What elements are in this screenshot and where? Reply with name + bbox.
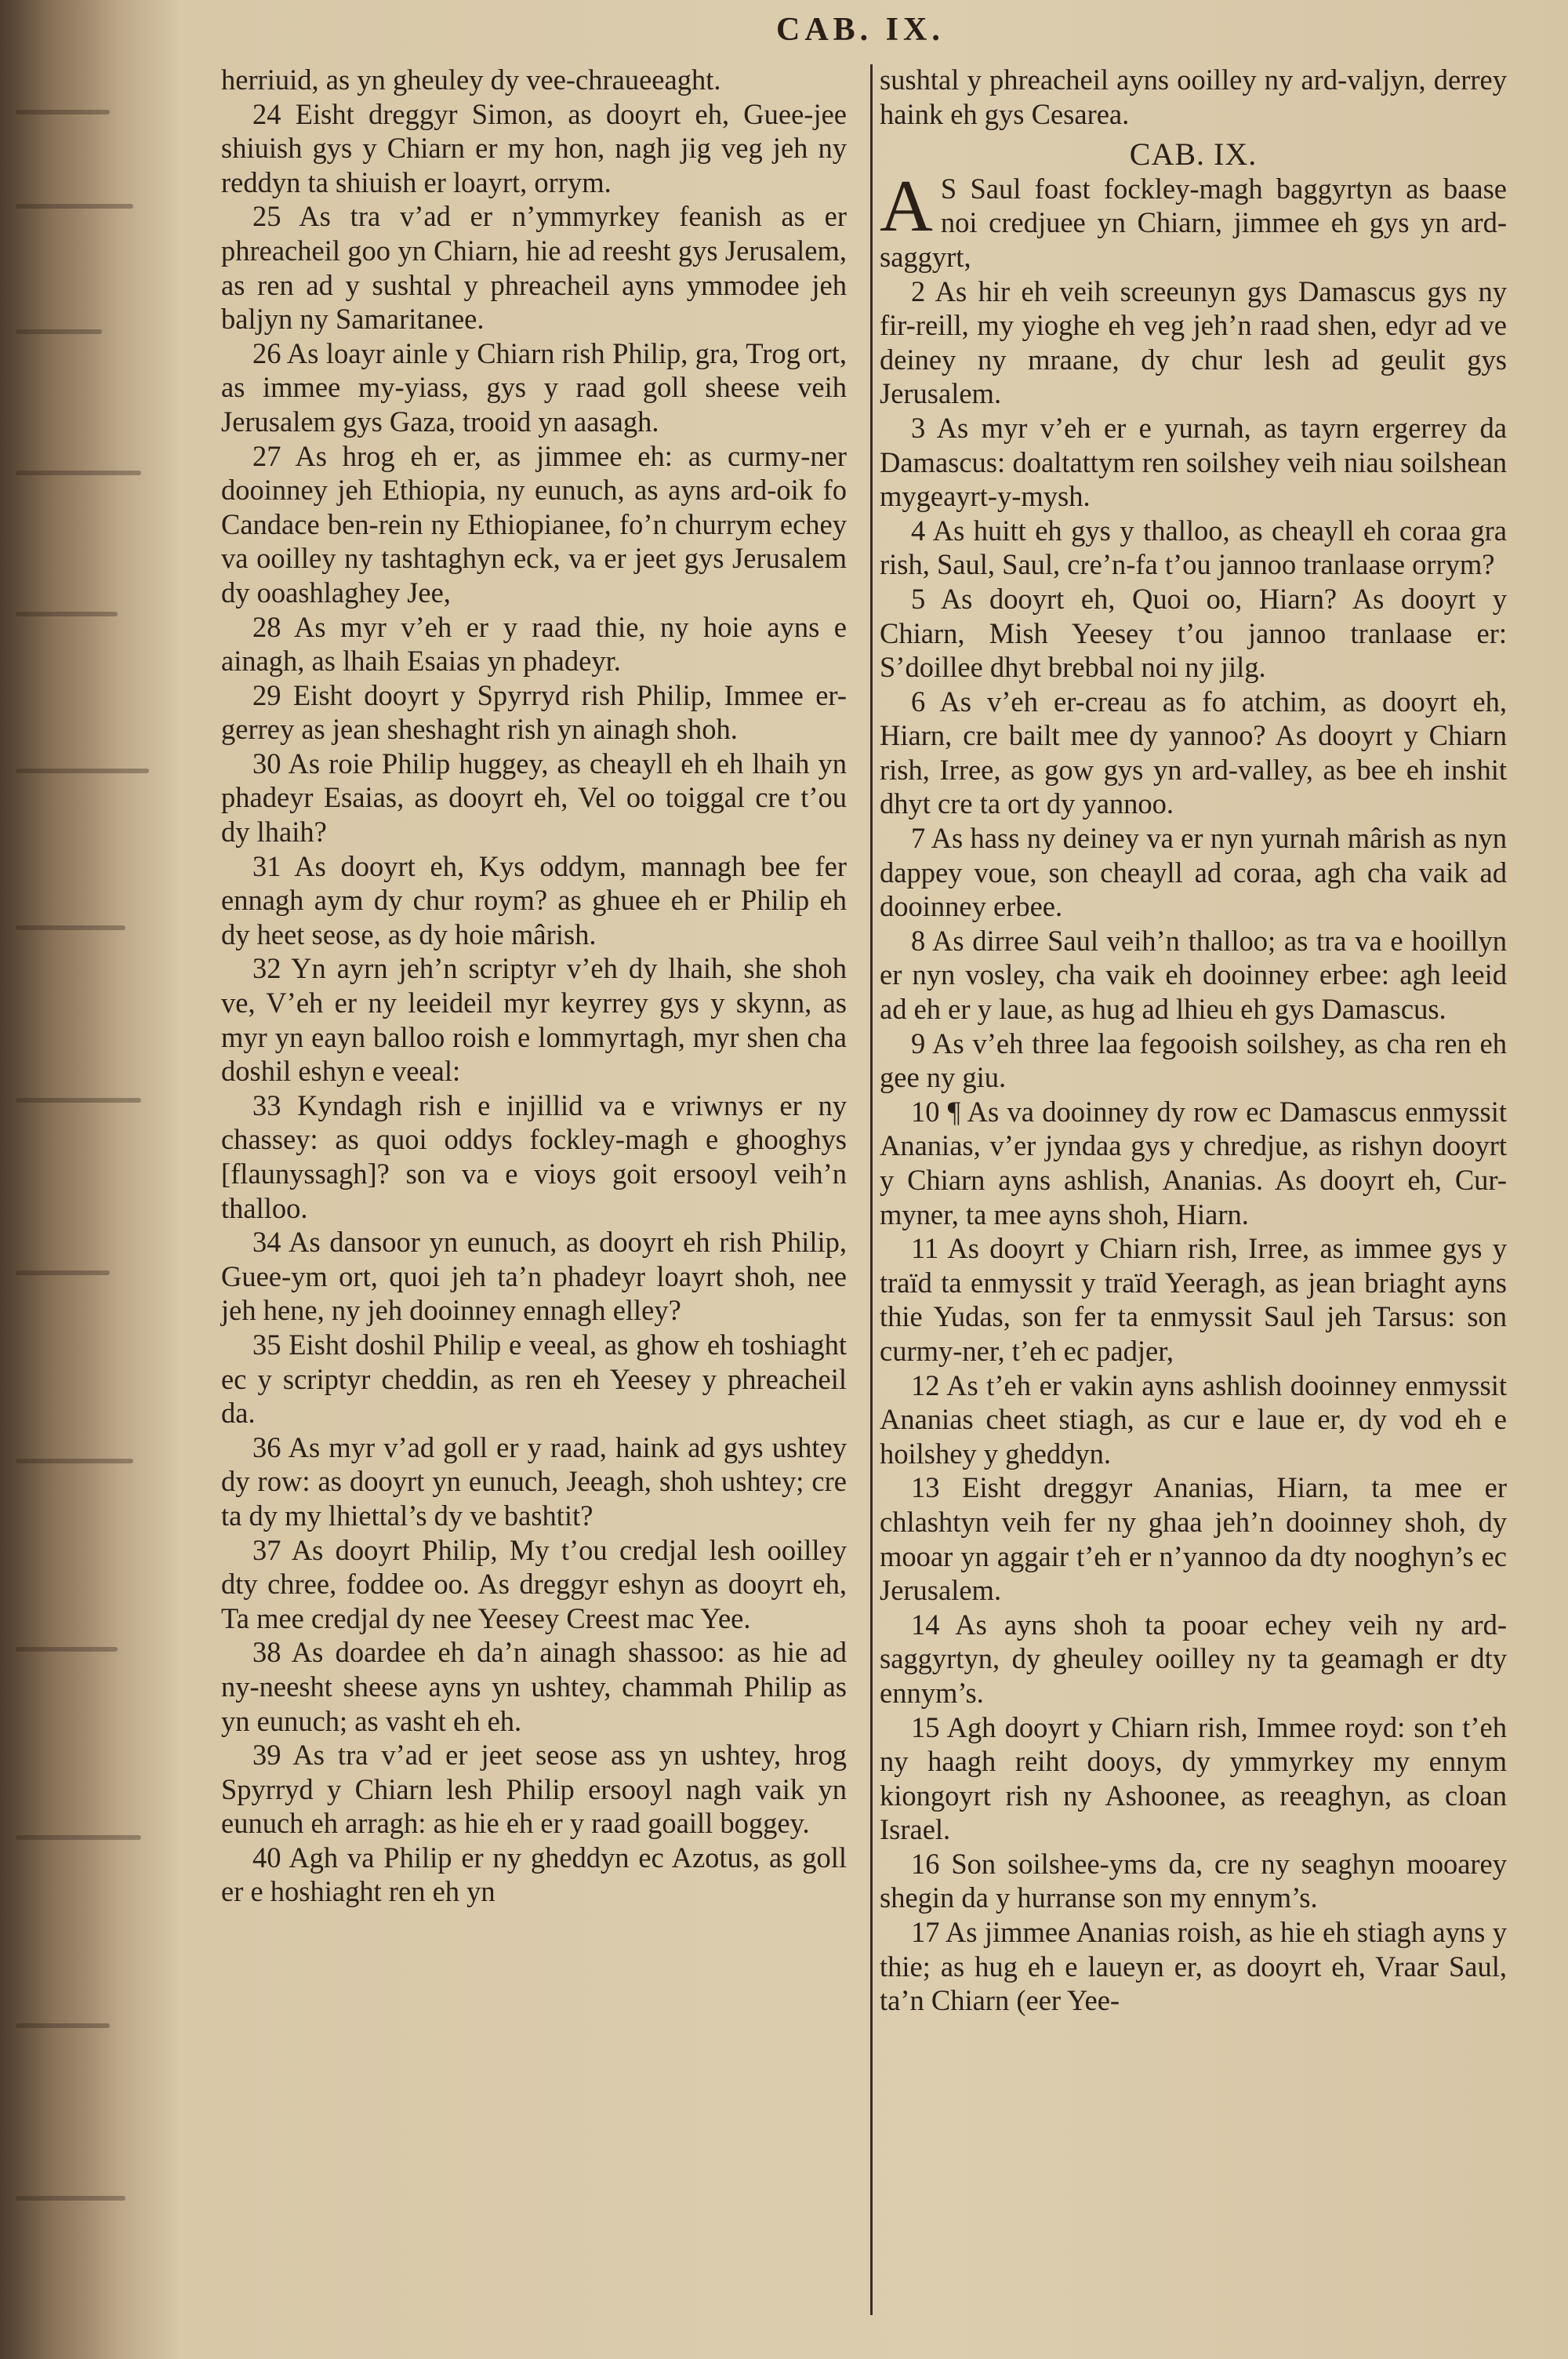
verse: 29 Eisht dooyrt y Spyrryd rish Philip, Immee er-gerrey as jean sheshaght rish yn ainagh shoh. [221,678,847,746]
verse: 38 As doardee eh da’n ainagh shassoo: as hie ad ny-neesht sheese ayns yn ushtey, chammah Philip as yn eunuch; as vasht eh eh. [221,1636,847,1737]
verse: 36 As myr v’ad goll er y raad, haink ad gys ushtey dy row: as dooyrt yn eunuch, Jeeagh, shoh ushtey; cre ta dy my lhiettal’s dy ve bashtit? [221,1430,847,1532]
verse: 6 As v’eh er-creau as fo atchim, as dooyrt eh, Hiarn, cre bailt mee dy yannoo? As dooyrt y Chiarn rish, Irree, as gow gys yn ard-valley, as bee eh inshit dhyt cre ta ort dy yannoo. [880,685,1507,820]
verse: 12 As t’eh er vakin ayns ashlish dooinney enmyssit Ananias cheet stiagh, as cur e laue er, dy vod eh e hoilshey y gheddyn. [880,1369,1507,1470]
verse: 16 Son soilshee-yms da, cre ny seaghyn mooarey shegin da y hurranse son my ennym’s. [880,1847,1507,1914]
verse: 11 As dooyrt y Chiarn rish, Irree, as immee gys y traïd ta enmyssit y traïd Yeeragh, as jean briaght ayns thie Yudas, son fer ta enmyssit Saul jeh Tarsus: son curmy-ner, t’eh ec padjer, [880,1232,1507,1367]
facing-page-gutter [0,0,180,2359]
verse: 34 As dansoor yn eunuch, as dooyrt eh rish Philip, Guee-ym ort, quoi jeh ta’n phadeyr loayrt shoh, nee jeh hene, ny jeh dooinney ennagh elley? [221,1226,847,1327]
verse: 3 As myr v’eh er e yurnah, as tayrn ergerrey da Damascus: doaltattym ren soilshey veih niau soilshean mygeayrt-y-mysh. [880,411,1507,513]
verse: 27 As hrog eh er, as jimmee eh: as curmy-ner dooinney jeh Ethiopia, ny eunuch, as ayns ard-oik fo Candace ben-rein ny Ethiopianee, fo’n churrym echey va ooilley ny tashtaghyn eck, va er jeet gys Jerusalem dy ooashlaghey Jee, [221,439,847,609]
verse: 24 Eisht dreggyr Simon, as dooyrt eh, Guee-jee shiuish gys y Chiarn er my hon, nagh jig veg jeh ny reddyn ta shiuish er loayrt, orrym. [221,97,847,198]
verse: 28 As myr v’eh er y raad thie, ny hoie ayns e ainagh, as lhaih Esaias yn phadeyr. [221,610,847,678]
verse: 10 ¶ As va dooinney dy row ec Damascus enmyssit Ananias, v’er jyndaa gys y chredjue, as rishyn dooyrt y Chiarn ayns ashlish, Ananias. As dooyrt eh, Cur-myner, ta mee ayns shoh, Hiarn. [880,1095,1507,1230]
verse: 40 Agh va Philip er ny gheddyn ec Azotus, as goll er e hoshiaght ren eh yn [221,1841,847,1908]
drop-cap: A [880,165,933,247]
verse: 26 As loayr ainle y Chiarn rish Philip, gra, Trog ort, as immee my-yiass, gys y raad goll sheese veih Jerusalem gys Gaza, trooid yn aasagh. [221,336,847,438]
verse: 14 As ayns shoh ta pooar echey veih ny ard-saggyrtyn, dy gheuley ooilley ny ta geamagh er dty ennym’s. [880,1608,1507,1709]
verse: 35 Eisht doshil Philip e veeal, as ghow eh toshiaght ec y scriptyr cheddin, as ren eh Yeesey y phreacheil da. [221,1328,847,1430]
verse: 15 Agh dooyrt y Chiarn rish, Immee royd: son t’eh ny haagh reiht dooys, dy ymmyrkey my ennym kiongoyrt rish ny Ashoonee, as reeaghyn, as cloan Israel. [880,1710,1507,1846]
verse: 7 As hass ny deiney va er nyn yurnah mârish as nyn dappey voue, son cheayll ad coraa, agh cha vaik ad dooinney erbee. [880,822,1507,923]
verse: 33 Kyndagh rish e injillid va e vriwnys er ny chassey: as quoi oddys fockley-magh e ghooghys [flaunyssagh]? son va e vioys goit ersooyl veih’n thalloo. [221,1089,847,1224]
first-verse-text: S Saul foast fockley-magh baggyrtyn as baase noi credjuee yn Chiarn, jimmee eh gys yn ard-saggyrt, [880,172,1507,273]
verse: 39 As tra v’ad er jeet seose ass yn ushtey, hrog Spyrryd y Chiarn lesh Philip ersooyl nagh vaik yn eunuch eh arragh: as hie eh er y raad goaill boggey. [221,1739,847,1840]
column-divider [870,64,873,2315]
verse: 2 As hir eh veih screeunyn gys Damascus gys ny fir-reill, my yioghe eh veg jeh’n raad shen, edyr ad ve deiney ny mraane, dy chur lesh ad geulit gys Jerusalem. [880,274,1507,410]
verse: 5 As dooyrt eh, Quoi oo, Hiarn? As dooyrt y Chiarn, Mish Yeesey t’ou jannoo tranlaase er: S’doillee dhyt brebbal noi ny jilg. [880,582,1507,684]
verse-line: herriuid, as yn gheuley dy vee-chraueeaght. [221,64,721,96]
left-column [221,63,847,1909]
verse-line: sushtal y phreacheil ayns ooilley ny ard-valjyn, derrey haink eh gys Cesarea. [880,64,1507,130]
verse: 37 As dooyrt Philip, My t’ou credjal lesh ooilley dty chree, foddee oo. As dreggyr eshyn as dooyrt eh, Ta mee credjal dy nee Yeesey Creest mac Yee. [221,1533,847,1634]
right-column [880,63,1507,2018]
verse: 32 Yn ayrn jeh’n scriptyr v’eh dy lhaih, she shoh ve, V’eh er ny leeideil myr keyrrey gys y skynn, as myr yn eayn balloo roish e lommyrtagh, myr shen cha doshil eshyn e veeal: [221,952,847,1088]
verse: 4 As huitt eh gys y thalloo, as cheayll eh coraa gra rish, Saul, Saul, cre’n-fa t’ou jannoo tranlaase orrym? [880,514,1507,581]
verse: 17 As jimmee Ananias roish, as hie eh stiagh ayns y thie; as hug eh e laueyn er, as dooyrt eh, Vraar Saul, ta’n Chiarn (eer Yee- [880,1916,1507,2017]
verse: 9 As v’eh three laa fegooish soilshey, as cha ren eh gee ny giu. [880,1027,1507,1094]
running-header: CAB. IX. [776,12,945,48]
chapter-heading: CAB. IX. [1129,136,1258,173]
verse: 13 Eisht dreggyr Ananias, Hiarn, ta mee er chlashtyn veih fer ny ghaa jeh’n dooinney shoh, dy mooar yn aggair t’eh er n’yannoo da dty nooghyn’s ec Jerusalem. [880,1471,1507,1607]
verse: 8 As dirree Saul veih’n thalloo; as tra va e hooillyn er nyn vosley, cha vaik eh dooinney erbee: agh leeid ad eh er y laue, as hug ad lhieu eh gys Damascus. [880,924,1507,1026]
verse: 25 As tra v’ad er n’ymmyrkey feanish as er phreacheil goo yn Chiarn, hie ad reesht gys Jerusalem, as ren ad y sushtal y phreacheil ayns ymmodee jeh baljyn ny Samaritanee. [221,200,847,336]
verse: 30 As roie Philip huggey, as cheayll eh eh lhaih yn phadeyr Esaias, as dooyrt eh, Vel oo toiggal cre t’ou dy lhaih? [221,747,847,849]
verse: 31 As dooyrt eh, Kys oddym, mannagh bee fer ennagh aym dy chur roym? as ghuee eh er Philip eh dy heet seose, as dy hoie mârish. [221,849,847,951]
first-verse [880,165,1507,274]
